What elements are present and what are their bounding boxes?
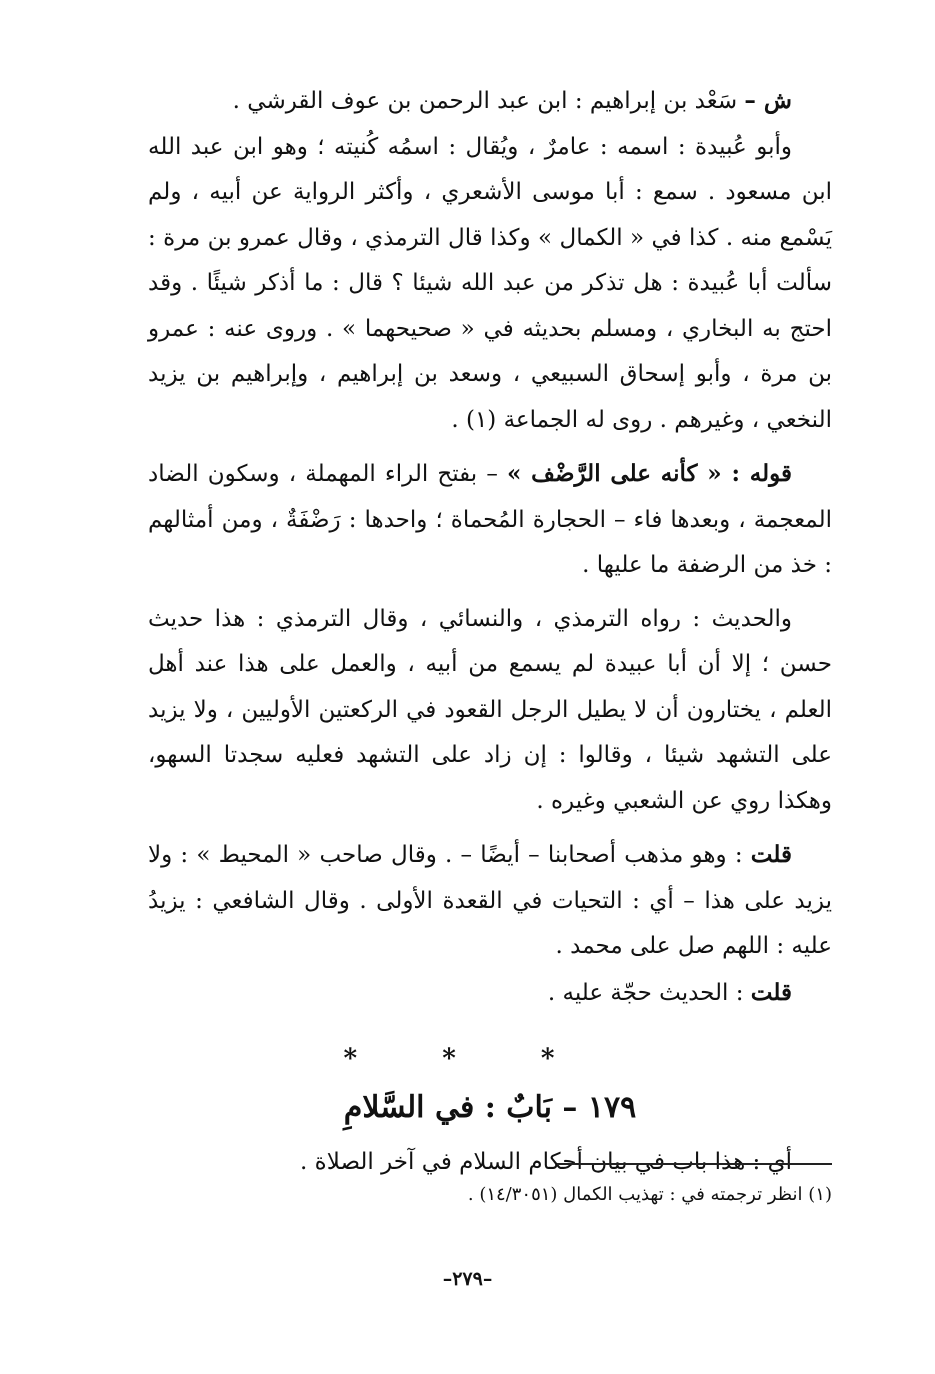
paragraph-qultu-2 bbox=[148, 970, 832, 1017]
paragraph-lead: قلت bbox=[750, 978, 792, 1006]
paragraph-lead: قلت bbox=[750, 841, 792, 868]
page-body bbox=[148, 78, 832, 1186]
section-separator: * * * bbox=[343, 1044, 593, 1074]
paragraph-lead: ش – bbox=[744, 87, 792, 114]
paragraph-lead: قوله : « كأنه على الرَّضْف » bbox=[506, 460, 793, 487]
chapter-intro: أي : هذا باب في بيان أحكام السلام في آخر الصلاة . bbox=[300, 1149, 792, 1175]
footnote: (١) انظر ترجمته في : تهذيب الكمال (١٤/٣٠٥١) . bbox=[467, 1184, 832, 1205]
paragraph-text: : الحديث حجّة عليه . bbox=[547, 979, 751, 1006]
page-number: –٢٧٩– bbox=[442, 1268, 493, 1290]
paragraph-text: – بفتح الراء المهملة ، وسكون الضاد المعجمة ، وبعدها فاء – الحجارة المُحماة ؛ واحدها : رَضْفَةٌ ، ومن أمثالهم : خذ من الرضفة ما عليها . bbox=[148, 461, 832, 578]
paragraph-hadith bbox=[148, 597, 832, 825]
paragraph-text: سَعْد بن إبراهيم : ابن عبد الرحمن بن عوف القرشي . bbox=[232, 88, 745, 114]
paragraph-radf bbox=[148, 451, 832, 589]
paragraph-text: : وهو مذهب أصحابنا – أيضًا – . وقال صاحب « المحيط » : ولا يزيد على هذا – أي : التحيات في القعدة الأولى . وقال الشافعي : يزيدُ عليه : اللهم صل على محمد . bbox=[148, 842, 832, 959]
paragraph-narrator-sad bbox=[148, 78, 832, 125]
paragraph-abu-ubayda bbox=[148, 125, 832, 444]
paragraph-qultu-1 bbox=[148, 832, 832, 970]
footnote-divider bbox=[557, 1163, 832, 1165]
paragraph-text: والحديث : رواه الترمذي ، والنسائي ، وقال الترمذي : هذا حديث حسن ؛ إلا أن أبا عبيدة لم يسمع من أبيه ، والعمل على هذا عند أهل العلم ، يختارون أن لا يطيل الرجل القعود في الركعتين الأوليين ، ولا يزيد على التشهد شيئا ، وقالوا : إن زاد على التشهد فعليه سجدتا السهو، وهكذا روي عن الشعبي وغيره . bbox=[148, 605, 832, 814]
chapter-title: ١٧٩ – بَابٌ : في السَّلامِ bbox=[343, 1090, 637, 1125]
paragraph-text: وأبو عُبيدة : اسمه : عامرٌ ، ويُقال : اسمُه كُنيته ؛ وهو ابن عبد الله ابن مسعود . سمع : أبا موسى الأشعري ، وأكثر الرواية عن أبيه ، ولم يَسْمع منه . كذا في « الكمال » وكذا قال الترمذي ، وقال عمرو بن مرة : سألت أبا عُبيدة : هل تذكر من عبد الله شيئا ؟ قال : ما أذكر شيئًا . وقد احتج به البخاري ، ومسلم بحديثه في « صحيحهما » . وروى عنه : عمرو بن مرة ، وأبو إسحاق السبيعي ، وسعد بن إبراهيم ، وإبراهيم بن يزيد النخعي ، وغيرهم . روى له الجماعة (١) . bbox=[148, 133, 832, 433]
